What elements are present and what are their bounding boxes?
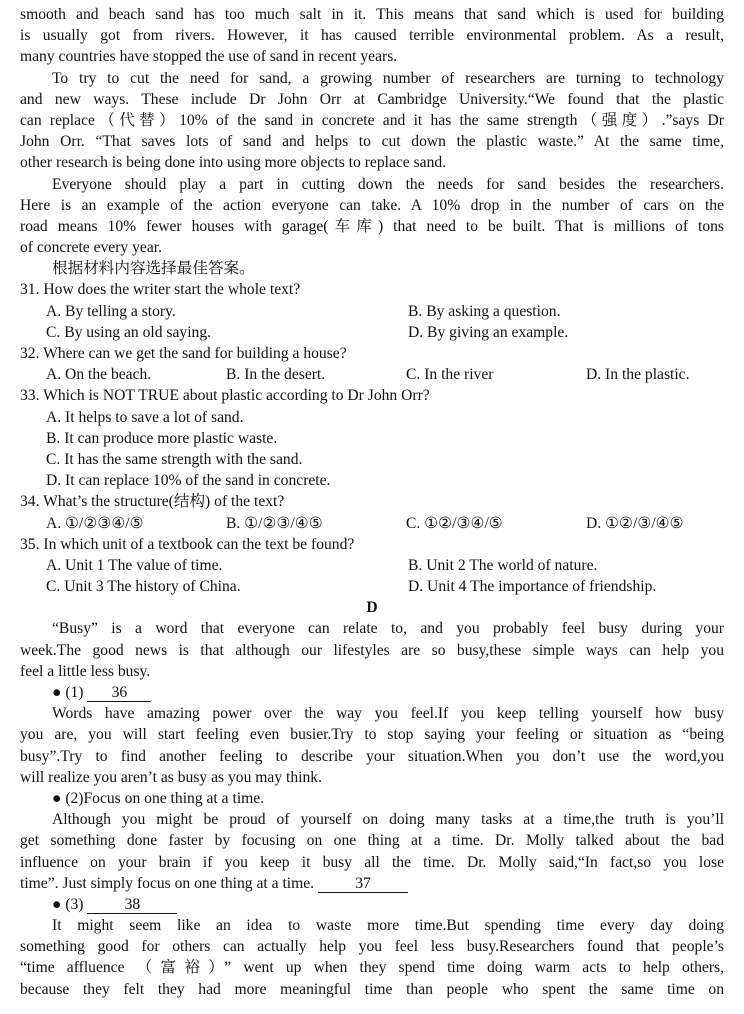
paragraph-2 xyxy=(20,68,724,174)
paragraph-1 xyxy=(20,4,724,68)
option-a: A. Unit 1 The value of time. xyxy=(46,556,223,574)
option-c: C. ①②/③④/⑤ xyxy=(406,514,503,532)
question-stem: 33. Which is NOT TRUE about plastic according to Dr John Orr? xyxy=(20,387,430,405)
passage-d-intro xyxy=(20,618,724,682)
text-line: and new ways. These include Dr John Orr at Cambridge University.“We found that the plastic xyxy=(20,90,724,108)
blank-36: 36 xyxy=(87,684,151,702)
text-line: “Busy” is a word that everyone can relate to, and you probably feel busy during your xyxy=(52,620,724,638)
text-line: John Orr. “That saves lots of sand and helps to cut down the plastic waste.” At the same time, xyxy=(20,133,724,151)
option-b: B. In the desert. xyxy=(226,366,326,384)
option-c: C. In the river xyxy=(406,366,494,384)
heading-2: ● (2)Focus on one thing at a time. xyxy=(52,789,265,807)
text-segment: time”. Just simply focus on one thing at a time. xyxy=(20,874,315,892)
text-line: Everyone should play a part in cutting down the needs for sand besides the researchers. xyxy=(52,175,724,193)
text-line: other research is being done into using more objects to replace sand. xyxy=(20,154,447,172)
text-line: Although you might be proud of yourself on doing many tasks at a time,the truth is you’ll xyxy=(52,811,724,829)
question-stem: 31. How does the writer start the whole text? xyxy=(20,281,301,299)
option-c: C. By using an old saying. xyxy=(46,323,212,341)
question-stem: 34. What’s the structure(结构) of the text? xyxy=(20,493,285,511)
heading-1 xyxy=(20,682,724,703)
text-line: road means 10% fewer houses with garage(车库) that need to be built. That is millions of tons xyxy=(20,217,724,235)
option-b: B. By asking a question. xyxy=(408,302,561,320)
text-line: you are, you will start feeling even busier.Try to stop saying your feeling or situation as “being xyxy=(20,726,724,744)
heading-3 xyxy=(20,894,724,915)
option-d: D. It can replace 10% of the sand in concrete. xyxy=(46,472,331,490)
text-line: of concrete every year. xyxy=(20,239,162,257)
option-d: D. Unit 4 The importance of friendship. xyxy=(408,578,657,596)
option-c: C. It has the same strength with the sand. xyxy=(46,450,303,468)
option-d: D. By giving an example. xyxy=(408,323,569,341)
text-line: feel a little less busy. xyxy=(20,662,151,680)
blank-37: 37 xyxy=(318,875,408,893)
heading-prefix: ● (1) xyxy=(52,684,84,701)
heading-prefix: ● (3) xyxy=(52,895,84,913)
text-line: Here is an example of the action everyone can take. A 10% drop in the number of cars on the xyxy=(20,196,724,214)
option-d: D. ①②/③/④⑤ xyxy=(586,514,684,532)
text-line: will realize you aren’t as busy as you may think. xyxy=(20,768,322,786)
passage-d-paragraph-1 xyxy=(20,703,724,788)
text-line: busy”.Try to find another feeling to describe your situation.When you don’t use the word,you xyxy=(20,747,724,765)
option-a: A. By telling a story. xyxy=(46,302,176,320)
blank-38: 38 xyxy=(87,896,177,914)
text-line: is usually got from rivers. However, it has caused terrible environmental problem. As a result, xyxy=(20,27,724,45)
text-line: get something done faster by focusing on one thing at a time. Dr. Molly talked about the bad xyxy=(20,832,724,850)
option-b: B. ①/②③/④⑤ xyxy=(226,514,323,532)
paragraph-3 xyxy=(20,174,724,259)
option-a: A. On the beach. xyxy=(46,366,152,384)
passage-d-paragraph-3 xyxy=(20,915,724,1000)
text-line: influence on your brain if you keep it busy all the time. Dr. Molly said,“In fact,so you lose xyxy=(20,853,724,871)
text-line: something good for others can actually help you feel less busy.Researchers found that people’s xyxy=(20,938,724,956)
text-line: “time affluence （富裕）” went up when they spend time doing warm acts to help others, xyxy=(20,959,724,977)
text-line: smooth and beach sand has too much salt in it. This means that sand which is used for building xyxy=(20,6,724,23)
option-b: B. It can produce more plastic waste. xyxy=(46,429,278,447)
option-c: C. Unit 3 The history of China. xyxy=(46,578,241,596)
text-line: week.The good news is that although our lifestyles are so busy,these simple ways can help you xyxy=(20,641,724,659)
text-line: many countries have stopped the use of sand in recent years. xyxy=(20,48,398,66)
question-33 xyxy=(20,385,724,491)
question-31 xyxy=(20,279,724,343)
option-a: A. ①/②③④/⑤ xyxy=(46,514,144,532)
text-line: It might seem like an idea to waste more time.But spending time every day doing xyxy=(52,917,724,935)
text-line xyxy=(20,873,724,894)
question-stem: 32. Where can we get the sand for building a house? xyxy=(20,345,347,362)
question-34 xyxy=(20,491,724,533)
option-b: B. Unit 2 The world of nature. xyxy=(408,556,598,574)
text-line: because they felt they had more meaningful time than people who spent the same time on xyxy=(20,980,724,998)
instruction: 根据材料内容选择最佳答案。 xyxy=(52,260,255,278)
question-stem: 35. In which unit of a textbook can the text be found? xyxy=(20,535,355,553)
text-line: To try to cut the need for sand, a growing number of researchers are turning to technology xyxy=(52,69,724,87)
option-d: D. In the plastic. xyxy=(586,366,690,384)
passage-d-paragraph-2 xyxy=(20,809,724,894)
question-35 xyxy=(20,534,724,598)
question-32 xyxy=(20,343,724,385)
section-heading-d: D xyxy=(366,599,378,617)
option-a: A. It helps to save a lot of sand. xyxy=(46,408,244,426)
text-line: Words have amazing power over the way you feel.If you keep telling yourself how busy xyxy=(52,705,724,723)
text-line: can replace（代替）10% of the sand in concrete and it has the same strength（强度）.”says Dr xyxy=(20,111,724,129)
